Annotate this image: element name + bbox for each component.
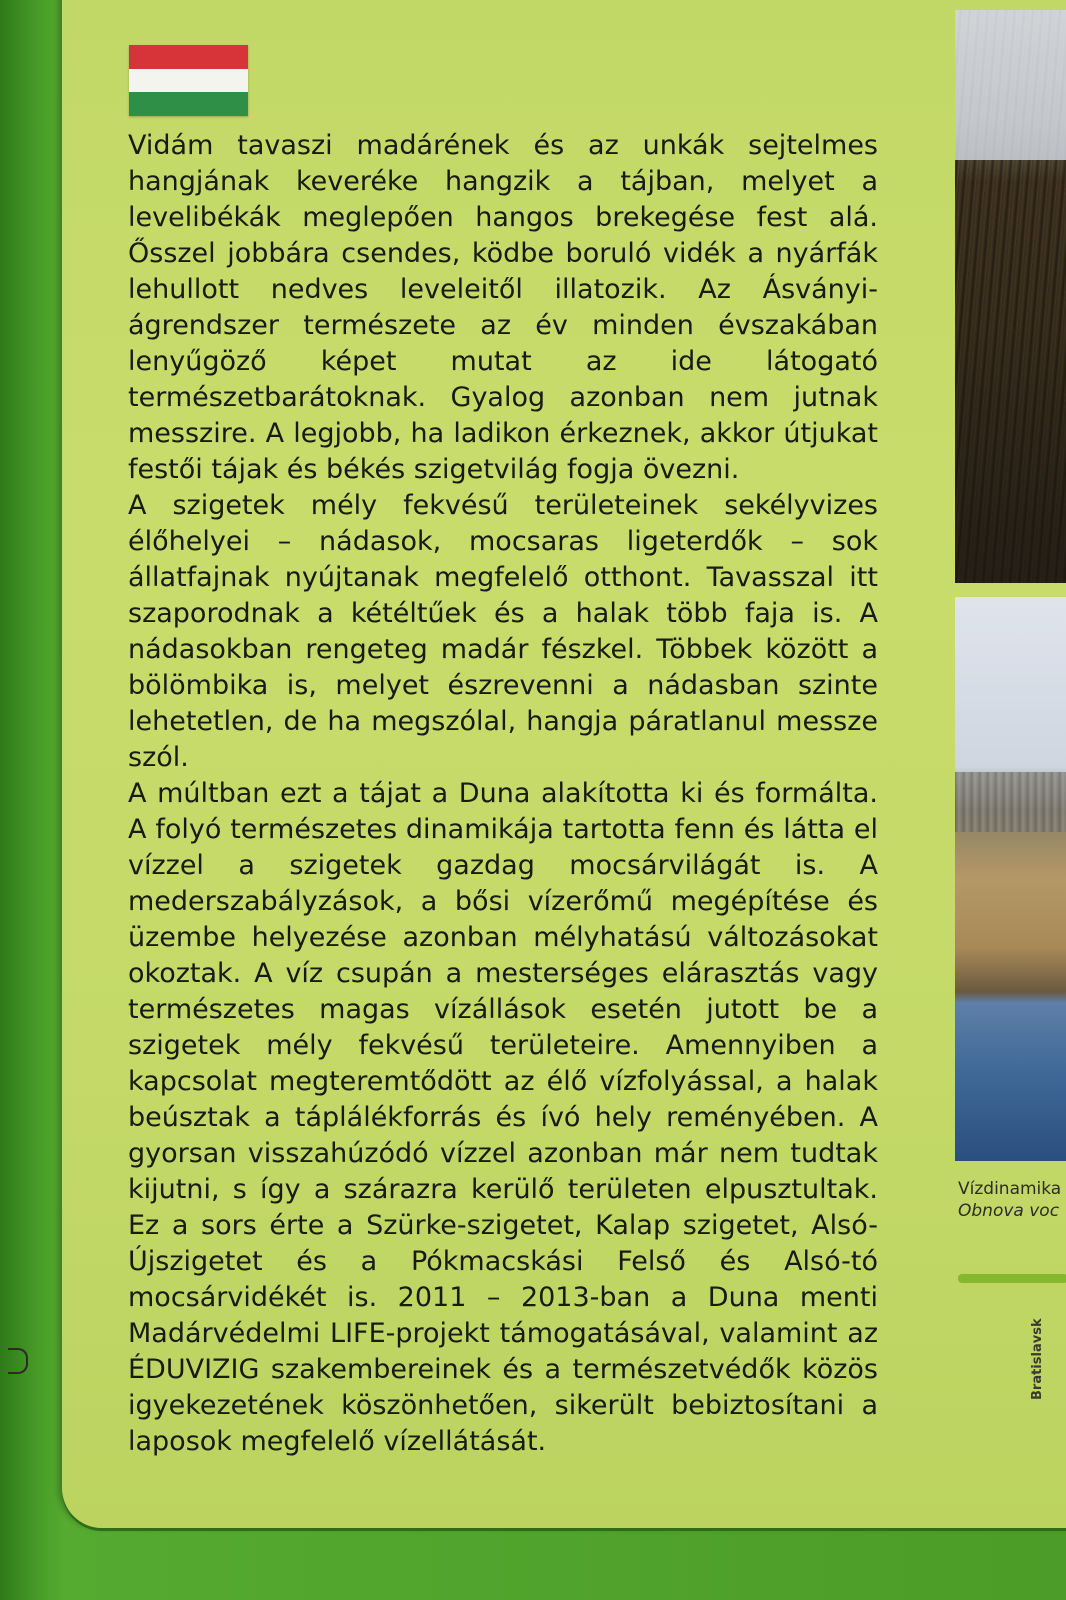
caption-hungarian: Vízdinamika — [958, 1179, 1062, 1199]
flag-red-stripe — [129, 45, 248, 69]
wetland-water-photo — [955, 597, 1066, 1161]
green-divider — [958, 1274, 1066, 1283]
flag-green-stripe — [129, 92, 248, 116]
paragraph-danube-history: A múltban ezt a tájat a Duna alakította ki és formálta. A folyó természetes dinamikája tartotta fenn és látta el vízzel a szigetek gazdag mocsárvilágát is. A mederszabályzások, a bősi vízerőmű megépítése és üzembe helyezése azonban mélyhatású változásokat okoztak. A víz csupán a mesterséges elárasztás vagy természetes magas vízállások esetén jutott be a szigetek mély fekvésű területeire. Amennyiben a kapcsolat megteremtődött az élő vízfolyással, a halak beúsztak a táplálékforrás és ívó hely reményében. A gyorsan visszahúzódó vízzel azonban már nem tudtak kijutni, s így a szárazra kerülő területen elpusztultak. Ez a sors érte a Szürke-szigetet, Kalap szigetet, Alsó-Újszigetet és a Pókmacskási Felső és Alsó-tó mocsárvidékét is. 2011 – 2013-ban a Duna menti Madárvédelmi LIFE-projekt támogatásával, valamint az ÉDUVIZIG szakembereinek és a természetvédők közös igyekezetének köszönhetően, sikerült bebiztosítani a laposok megfelelő vízellátását. — [128, 778, 878, 1457]
caption-slovak: Obnova voc — [958, 1201, 1060, 1221]
mounting-clip-icon — [8, 1348, 28, 1374]
photo-sky — [955, 10, 1066, 160]
reed-photo — [955, 10, 1066, 583]
hungarian-flag-icon — [129, 45, 248, 116]
photo-treeline — [955, 772, 1066, 832]
flag-white-stripe — [129, 69, 248, 93]
paragraph-habitats: A szigetek mély fekvésű területeinek sekélyvizes élőhelyei – nádasok, mocsaras ligeterdők – sok állatfajnak nyújtanak megfelelő otthont. Tavasszal itt szaporodnak a kétéltűek és a halak több faja is. A nádasokban rengeteg madár fészkel. Többek között a bölömbika is, melyet észrevenni a nádasban szinte lehetetlen, de ha megszólal, hangja páratlanul messze szól. — [128, 490, 878, 773]
photo-caption — [958, 1178, 1066, 1222]
sign-text-block — [128, 128, 878, 1460]
rotated-label: Bratislavsk — [1030, 1318, 1045, 1400]
paragraph-spring-autumn: Vidám tavaszi madárének és az unkák sejtelmes hangjának keveréke hangzik a tájban, melyet a levelibékák meglepően hangos brekegése fest alá. Ősszel jobbára csendes, ködbe boruló vidék a nyárfák lehullott nedves leveleitől illatozik. Az Ásványi-ágrendszer természete az év minden évszakában lenyűgöző képet mutat az ide látogató természetbarátoknak. Gyalog azonban nem jutnak messzire. A legjobb, ha ladikon érkeznek, akkor útjukat festői tájak és békés szigetvilág fogja övezni. — [128, 130, 878, 485]
